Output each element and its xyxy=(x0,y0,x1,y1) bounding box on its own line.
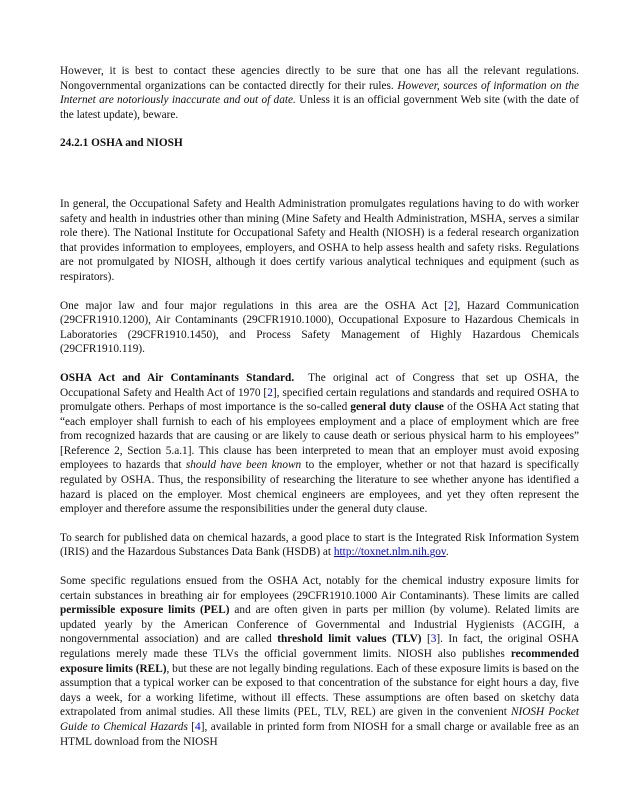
emphasis-text: should have been known xyxy=(185,459,302,472)
emphasis-text: NIOSH Pocket Guide to Chemical Hazards xyxy=(60,706,579,733)
bold-term: threshold limit values (TLV) xyxy=(277,633,422,646)
text: , but these are not legally binding regulations. Each of these exposure limits is based on the assumption that a typical worker can be exposed to that concentration of the substance for eight hours a day, five days a week, for a working lifetime, without ill effects. These assumptions are often based on sketchy data extrapolated from animal studies. All these limits (PEL, TLV, REL) are given in the convenient xyxy=(60,662,579,719)
reference-link[interactable]: 2 xyxy=(267,386,273,399)
section-heading: 24.2.1 OSHA and NIOSH xyxy=(60,137,183,150)
text: To search for published data on chemical hazards, a good place to start is the Integrated Risk Information System (IRIS) and the Hazardous Substances Data Bank (HSDB) at xyxy=(60,531,579,559)
text: One major law and four major regulations in this area are the OSHA Act [ xyxy=(60,299,448,312)
bold-term: general duty clause xyxy=(350,401,444,414)
text: ], available in printed form from NIOSH for a small charge or available free as an HTML download from the NIOSH xyxy=(60,720,579,748)
text: Some specific regulations ensued from the OSHA Act, notably for the chemical industry exposure limits for certain substances in breathing air for employees (29CFR1910.1000 Air Contaminants). These limits are called xyxy=(60,575,579,602)
paragraph-major-regulations xyxy=(60,299,579,357)
text: . xyxy=(445,546,449,559)
paragraph-osha-niosh: In general, the Occupational Safety and Health Administration promulgates regulations having to do with worker safety and health in industries other than mining (Mine Safety and Health Administration, MSHA, serves a similar role there). The National Institute for Occupational Safety and Health (NIOSH) is a federal research organization that provides information to employees, employers, and OSHA to help assess health and safety risks. Regulations are not promulgated by NIOSH, although it does certify various analytical techniques and equipment (such as respirators). xyxy=(60,197,579,283)
text: and are often given in parts per million (by volume). Related limits are updated yearly by the American Conference of Governmental and Industrial Hygienists (ACGIH, a nongovernmental association) and are called xyxy=(60,604,580,646)
text: However, it is best to contact these agencies directly to be sure that one has all the relevant regulations. Nongovernmental organizations can be contacted directly for their rules. xyxy=(60,65,579,92)
text: [ xyxy=(421,633,431,646)
reference-link[interactable]: 3 xyxy=(430,633,437,646)
text: [ xyxy=(187,720,196,733)
run-in-heading: OSHA Act and Air Contaminants Standard. xyxy=(60,371,295,384)
text: The original act of Congress that set up OSHA, the Occupational Safety and Health Act of 1970 [ xyxy=(60,371,579,399)
text: Unless it is an official government Web site (with the date of the latest update), beware. xyxy=(60,94,580,121)
paragraph-search-data xyxy=(60,531,579,560)
reference-link[interactable]: 4 xyxy=(195,720,201,733)
text: ], specified certain regulations and standards and required OSHA to promulgate others. Perhaps of most importance is the so-called xyxy=(60,386,579,414)
paragraph-intro xyxy=(60,64,579,122)
text: ], Hazard Communication (29CFR1910.1200), Air Contaminants (29CFR1910.1000), Occupational Exposure to Hazardous Chemicals in Laboratories (29CFR1910.1450), and Process Safety Management of Highly Hazardous Chemicals (29CFR1910.119). xyxy=(60,299,579,356)
text: to the employer, whether or not that hazard is specifically regulated by OSHA. Thus, the responsibility of researching the literature to see whether anyone has identified a hazard is placed on the employer. Most chemical engineers are employees, and yet they often represent the employer and therefore assume the responsibilities under the general duty clause. xyxy=(60,459,579,516)
paragraph-exposure-limits xyxy=(60,574,579,749)
bold-term: permissible exposure limits (PEL) xyxy=(60,604,230,617)
paragraph-osha-act xyxy=(60,371,579,517)
text: ]. In fact, the original OSHA regulations merely made these TLVs the official government limits. NIOSH also publishes xyxy=(60,633,579,660)
document-page xyxy=(60,64,579,763)
text: of the OSHA Act stating that “each employer shall furnish to each of his employees employment and a place of employment which are free from recognized hazards that are causing or are likely to cause death or serious physical harm to his employees” [Reference 2, Section 5.a.1]. This clause has been interpreted to mean that an employer must avoid exposing employees to hazards that xyxy=(60,401,580,472)
reference-link[interactable]: 2 xyxy=(447,299,454,312)
bold-term: recommended exposure limits (REL) xyxy=(60,648,579,675)
emphasis-text: However, sources of information on the Internet are notoriously inaccurate and out of date. xyxy=(60,79,579,107)
toxnet-link[interactable]: http://toxnet.nlm.nih.gov xyxy=(333,546,446,559)
